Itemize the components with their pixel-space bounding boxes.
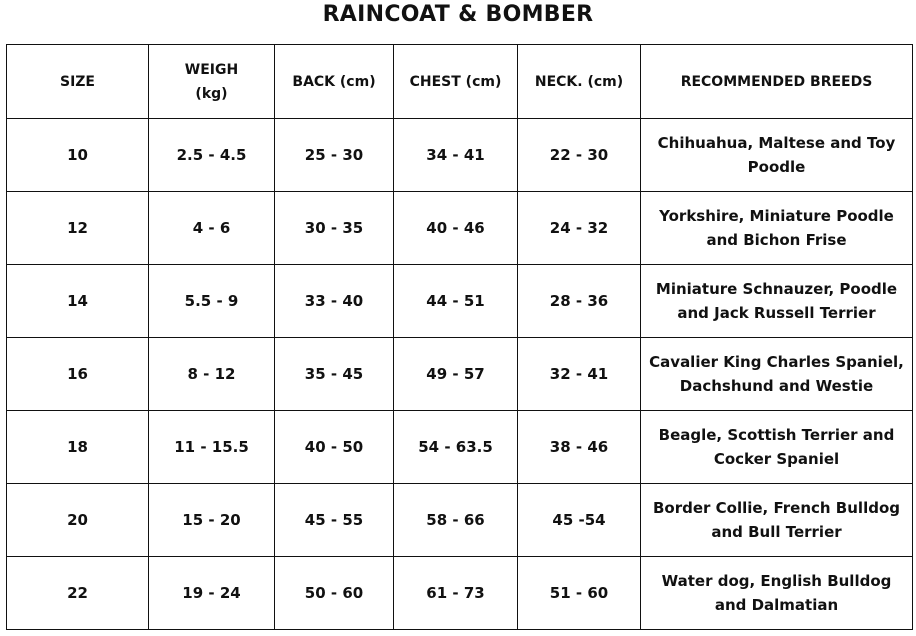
header-breeds: RECOMMENDED BREEDS: [641, 45, 913, 119]
cell-chest: 61 - 73: [394, 557, 518, 630]
cell-breeds: [641, 265, 913, 338]
table-row: [7, 265, 913, 338]
table-row: [7, 119, 913, 192]
cell-weigh: 19 - 24: [149, 557, 275, 630]
cell-chest: 44 - 51: [394, 265, 518, 338]
header-weigh-unit: (kg): [195, 85, 228, 102]
breeds-line: Poodle: [747, 158, 806, 176]
cell-neck: 45 -54: [518, 484, 641, 557]
header-chest: CHEST (cm): [394, 45, 518, 119]
header-back: BACK (cm): [275, 45, 394, 119]
cell-neck: 38 - 46: [518, 411, 641, 484]
cell-chest: 40 - 46: [394, 192, 518, 265]
cell-neck: 32 - 41: [518, 338, 641, 411]
cell-weigh: 8 - 12: [149, 338, 275, 411]
header-size: SIZE: [7, 45, 149, 119]
cell-chest: 54 - 63.5: [394, 411, 518, 484]
breeds-line: and Bull Terrier: [711, 523, 842, 541]
table-header-row: [7, 45, 913, 119]
cell-breeds: [641, 338, 913, 411]
breeds-line: and Jack Russell Terrier: [677, 304, 876, 322]
cell-weigh: 11 - 15.5: [149, 411, 275, 484]
cell-breeds: [641, 411, 913, 484]
header-weigh: [149, 45, 275, 119]
cell-size: 20: [7, 484, 149, 557]
breeds-line: Chihuahua, Maltese and Toy: [657, 134, 896, 152]
header-neck: NECK. (cm): [518, 45, 641, 119]
page-title: RAINCOAT & BOMBER: [322, 2, 594, 27]
cell-breeds: [641, 557, 913, 630]
cell-back: 25 - 30: [275, 119, 394, 192]
cell-size: 22: [7, 557, 149, 630]
cell-size: 18: [7, 411, 149, 484]
cell-neck: 24 - 32: [518, 192, 641, 265]
table-body: [7, 119, 913, 630]
cell-chest: 49 - 57: [394, 338, 518, 411]
cell-back: 35 - 45: [275, 338, 394, 411]
cell-weigh: 2.5 - 4.5: [149, 119, 275, 192]
cell-size: 16: [7, 338, 149, 411]
breeds-line: Miniature Schnauzer, Poodle: [655, 280, 898, 298]
cell-chest: 34 - 41: [394, 119, 518, 192]
cell-back: 50 - 60: [275, 557, 394, 630]
breeds-line: Yorkshire, Miniature Poodle: [659, 207, 894, 225]
cell-neck: 51 - 60: [518, 557, 641, 630]
cell-size: 10: [7, 119, 149, 192]
cell-neck: 22 - 30: [518, 119, 641, 192]
table-row: [7, 411, 913, 484]
breeds-line: and Dalmatian: [714, 596, 839, 614]
breeds-line: Beagle, Scottish Terrier and: [658, 426, 895, 444]
cell-breeds: [641, 192, 913, 265]
cell-size: 14: [7, 265, 149, 338]
cell-back: 40 - 50: [275, 411, 394, 484]
cell-weigh: 5.5 - 9: [149, 265, 275, 338]
cell-back: 30 - 35: [275, 192, 394, 265]
size-chart-table: [6, 44, 913, 630]
cell-size: 12: [7, 192, 149, 265]
cell-breeds: [641, 119, 913, 192]
table-row: [7, 557, 913, 630]
cell-chest: 58 - 66: [394, 484, 518, 557]
breeds-line: Cocker Spaniel: [713, 450, 840, 468]
table-row: [7, 484, 913, 557]
table-row: [7, 338, 913, 411]
breeds-line: Water dog, English Bulldog: [661, 572, 892, 590]
cell-back: 45 - 55: [275, 484, 394, 557]
cell-back: 33 - 40: [275, 265, 394, 338]
cell-weigh: 15 - 20: [149, 484, 275, 557]
breeds-line: Border Collie, French Bulldog: [652, 499, 900, 517]
cell-breeds: [641, 484, 913, 557]
breeds-line: Dachshund and Westie: [679, 377, 874, 395]
cell-weigh: 4 - 6: [149, 192, 275, 265]
table-row: [7, 192, 913, 265]
breeds-line: and Bichon Frise: [706, 231, 847, 249]
breeds-line: Cavalier King Charles Spaniel,: [649, 353, 904, 371]
cell-neck: 28 - 36: [518, 265, 641, 338]
header-weigh-label: WEIGH: [184, 61, 239, 78]
